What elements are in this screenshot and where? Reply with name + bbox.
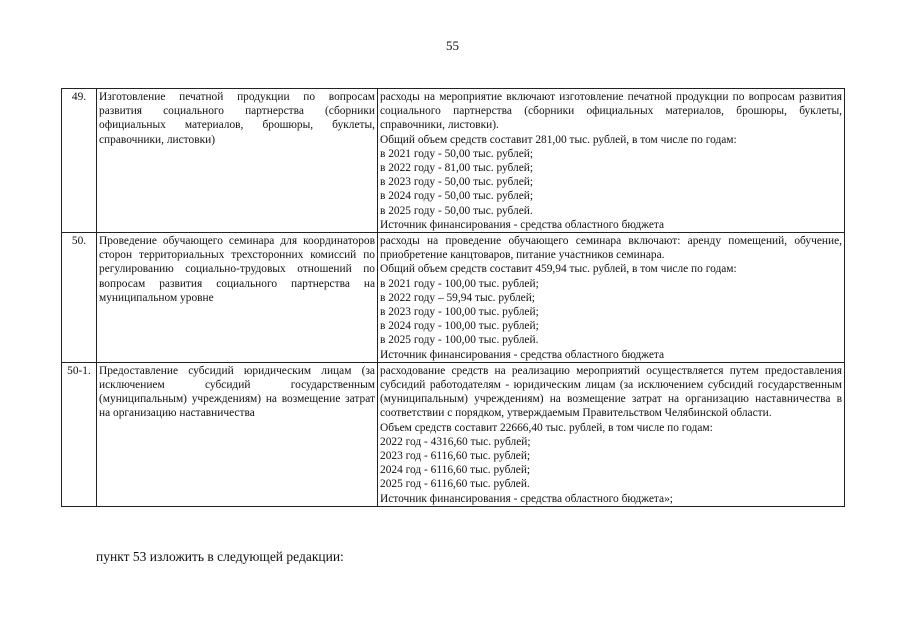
measure-description [378,89,845,233]
year-amount-line: в 2023 году - 50,00 тыс. рублей; [380,176,534,189]
funding-source-line: Источник финансирования - средства областного бюджета»; [380,492,673,505]
measures-table [61,88,845,507]
year-amount-line: 2023 год - 6116,60 тыс. рублей; [380,450,531,463]
page-number: 55 [446,38,459,53]
table-row [62,362,845,506]
funding-source-line: Источник финансирования - средства областного бюджета [380,218,665,231]
measure-description [378,233,845,363]
funding-source-line: Источник финансирования - средства областного бюджета [380,348,665,361]
closing-instruction: пункт 53 изложить в следующей редакции: [96,549,344,564]
total-amount-line: Общий объем средств составит 281,00 тыс. рублей, в том числе по годам: [380,133,737,146]
description-intro: расходы на мероприятие включают изготовление печатной продукции по вопросам развития социального партнерства (сборники официальных материалов, брошюры, буклеты, справочники, листовки). [380,91,842,132]
year-amount-line: 2025 год - 6116,60 тыс. рублей. [380,478,530,491]
year-amount-line: в 2021 году - 50,00 тыс. рублей; [380,147,534,160]
year-amount-line: в 2025 году - 100,00 тыс. рублей. [380,334,539,347]
description-intro: расходование средств на реализацию мероприятий осуществляется путем предоставления субсидий работодателям - юридическим лицам (за исключением субсидий государственным (муниципальным) учреждениям) на возмещение затрат на организацию наставничества в соответствии с порядком, утверждаемым Правительством Челябинской области. [380,364,842,420]
table-row [62,89,845,233]
year-amount-line: в 2021 году - 100,00 тыс. рублей; [380,277,539,290]
row-number: 50. [62,233,97,363]
year-amount-line: в 2024 году - 100,00 тыс. рублей; [380,320,539,333]
year-amount-line: в 2025 году - 50,00 тыс. рублей. [380,204,533,217]
measure-title: Предоставление субсидий юридическим лицам (за исключением субсидий государственным (муниципальным) учреждениям) на возмещение затрат на организацию наставничества [97,362,378,506]
row-number: 50-1. [62,362,97,506]
total-amount-line: Объем средств составит 22666,40 тыс. рублей, в том числе по годам: [380,421,713,434]
total-amount-line: Общий объем средств составит 459,94 тыс. рублей, в том числе по годам: [380,263,737,276]
table-row [62,233,845,363]
measure-title: Проведение обучающего семинара для координаторов сторон территориальных трехсторонних комиссий по регулированию социально-трудовых отношений по вопросам развития социального партнерства на муниципальном уровне [97,233,378,363]
year-amount-line: в 2022 году - 81,00 тыс. рублей; [380,162,534,175]
year-amount-line: 2024 год - 6116,60 тыс. рублей; [380,464,531,477]
measure-description [378,362,845,506]
year-amount-line: в 2022 году – 59,94 тыс. рублей; [380,291,535,304]
year-amount-line: в 2023 году - 100,00 тыс. рублей; [380,306,539,319]
measure-title: Изготовление печатной продукции по вопросам развития социального партнерства (сборники официальных материалов, брошюры, буклеты, справочники, листовки) [97,89,378,233]
year-amount-line: в 2024 году - 50,00 тыс. рублей; [380,190,534,203]
description-intro: расходы на проведение обучающего семинара включают: аренду помещений, обучение, приобретение канцтоваров, питание участников семинара. [380,235,842,262]
year-amount-line: 2022 год - 4316,60 тыс. рублей; [380,435,531,448]
row-number: 49. [62,89,97,233]
